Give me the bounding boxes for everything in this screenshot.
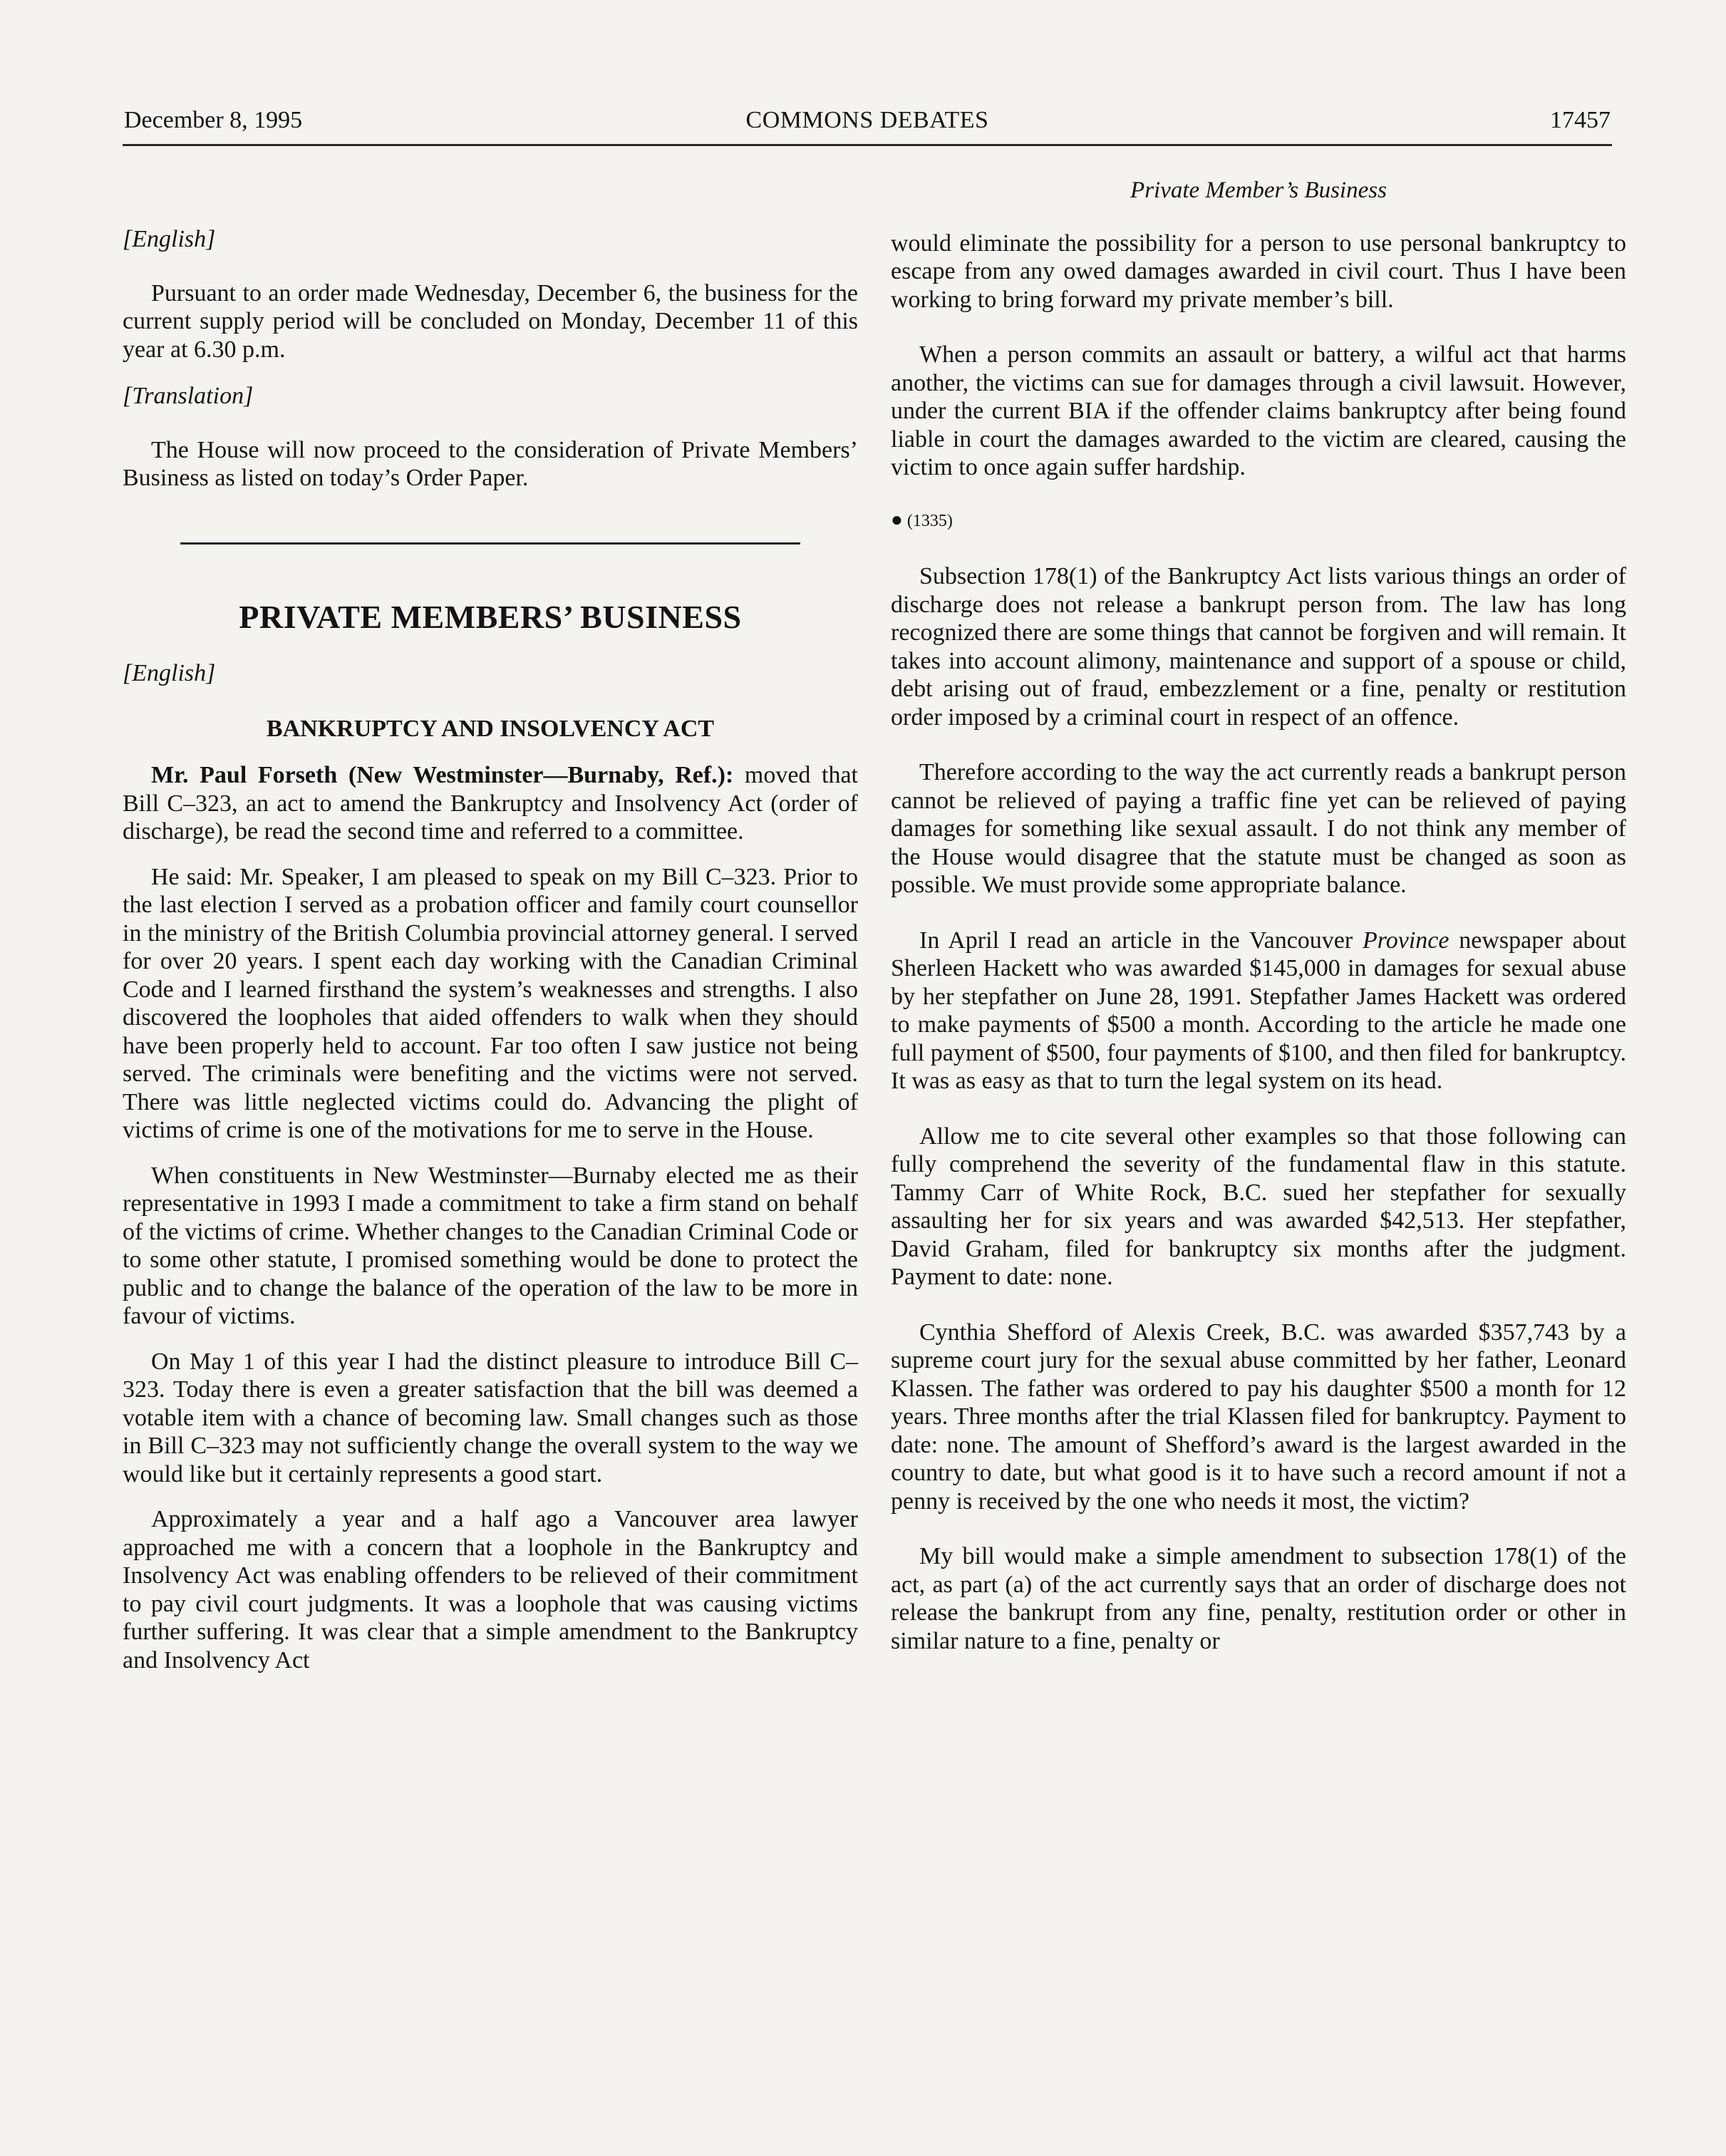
motion-text: moved that Bill C–323, an act to amend the Bankruptcy and Insolvency Act (order of discharge), be read the second time and referred to a committee. [123,762,858,845]
paragraph-therefore: Therefore according to the way the act currently reads a bankrupt person cannot be relieved of paying a traffic fine yet can be relieved of paying damages for something like sexual assault. I do not think any member of the House would disagree that the statute must be changed as soon as possible. We must provide some appropriate balance. [891,759,1626,898]
newspaper-title: Province [1363,927,1449,954]
section-title: PRIVATE MEMBERS’ BUSINESS [239,598,742,635]
paragraph-order: Pursuant to an order made Wednesday, December 6, the business for the current supply period will be concluded on Monday, December 11 of this year at 6.30 p.m. [123,279,858,363]
paragraph-assault: When a person commits an assault or battery, a wilful act that harms another, the victims can sue for damages through a civil lawsuit. However, under the current BIA if the offender claims bankruptcy after being found liable in court the damages awarded to the victim are cleared, causing the victim to once again suffer hardship. [891,341,1626,480]
language-tag [123,382,858,411]
language-tag-translation: [Translation] [123,383,254,409]
right-column [891,177,1626,1655]
paragraph-may: On May 1 of this year I had the distinct pleasure to introduce Bill C–323. Today there is even a greater satisfaction that the bill was deemed a votable item with a chance of becoming law. Small changes such as those in Bill C–323 may not sufficiently change the overall system to the way we would like but it certainly represents a good start. [123,1348,858,1487]
april-text-start: In April I read an article in the Vancouver [919,927,1363,954]
bullet-icon: ● [891,508,903,531]
left-column [123,177,858,1674]
page-header [123,107,1612,146]
paragraph-lawyer: Approximately a year and a half ago a Vancouver area lawyer approached me with a concern that a loophole in the Bankruptcy and Insolvency Act was enabling offenders to be relieved of their commitment to pay civil court judgments. It was a loophole that was causing victims further suffering. It was clear that a simple amendment to the Bankruptcy and Insolvency Act [123,1506,858,1673]
paragraph-continue: would eliminate the possibility for a person to use personal bankruptcy to escape from any owed damages awarded in civil court. Thus I have been working to bring forward my private member’s bill. [891,229,1626,313]
paragraph-allow: Allow me to cite several other examples so that those following can fully comprehend the severity of the fundamental flaw in this statute. Tammy Carr of White Rock, B.C. sued her stepfather for sexually assaulting her for six years and was awarded $42,513. Her stepfather, David Graham, filed for bankruptcy six months after the judgment. Payment to date: none. [891,1123,1626,1290]
paragraph-bill: My bill would make a simple amendment to subsection 178(1) of the act, as part (a) of the act currently says that an order of discharge does not release the bankrupt from any fine, penalty, restitution order or other in similar nature to a fine, penalty or [891,1543,1626,1654]
header-page-number: 17457 [1550,107,1611,133]
paragraph-april [891,927,1626,1095]
time-marker-text: (1335) [906,511,953,530]
language-tag [123,225,858,254]
paragraph-subsection: Subsection 178(1) of the Bankruptcy Act lists various things an order of discharge does not release a bankrupt person from. The law has long recognized there are some things that cannot be forgiven and will remain. It takes into account alimony, maintenance and support of a spouse or child, debt arising out of fraud, embezzlement or a fine, penalty or restitution order imposed by a criminal court in respect of an offence. [891,563,1626,731]
paragraph-he-said: He said: Mr. Speaker, I am pleased to speak on my Bill C–323. Prior to the last election I served as a probation officer and family court counsellor in the ministry of the British Columbia provincial attorney general. I served for over 20 years. I spent each day working with the Canadian Criminal Code and I learned firsthand the system’s weaknesses and strengths. I also discovered the loopholes that aided offenders to walk when they should have been properly held to account. Far too often I saw justice not being served. The criminals were benefiting and the victims were not served. There was little neglected victims could do. Advancing the plight of victims of crime is one of the motivations for me to serve in the House. [123,863,858,1143]
section-divider [180,542,800,545]
speaker-name: Mr. Paul Forseth (New Westminster—Burnaby, Ref.): [151,762,734,788]
language-tag-english: [English] [123,226,216,252]
language-tag [123,659,858,688]
paragraph-house: The House will now proceed to the consideration of Private Members’ Business as listed on today’s Order Paper. [123,436,858,491]
time-marker [891,506,1626,536]
language-tag-english-2: [English] [123,660,216,686]
april-text-end: newspaper about Sherleen Hackett who was awarded $145,000 in damages for sexual abuse by her stepfather on June 28, 1991. Stepfather James Hackett was ordered to make payments of $500 a month. According to the article he made one full payment of $500, four payments of $100, and then filed for bankruptcy. It was as easy as that to turn the legal system on its head. [891,927,1626,1094]
paragraph-cynthia: Cynthia Shefford of Alexis Creek, B.C. was awarded $357,743 by a supreme court jury for the sexual abuse committed by her father, Leonard Klassen. The father was ordered to pay his daughter $500 a month for 12 years. Three months after the trial Klassen filed for bankruptcy. Payment to date: none. The amount of Shefford’s award is the largest awarded in the country to date, but what good is it to have such a record amount if not a penny is received by the one who needs it most, the victim? [891,1319,1626,1515]
running-head: Private Member’s Business [1130,177,1387,203]
paragraph-motion [123,761,858,846]
header-date: December 8, 1995 [124,107,303,133]
header-publication: COMMONS DEBATES [745,107,989,133]
bill-subtitle: BANKRUPTCY AND INSOLVENCY ACT [266,715,715,742]
paragraph-constituents: When constituents in New Westminster—Burnaby elected me as their representative in 1993 I made a commitment to take a firm stand on behalf of the victims of crime. Whether changes to the Canadian Criminal Code or to some other statute, I promised something would be done to protect the public and to change the balance of the operation of the law to be more in favour of victims. [123,1162,858,1329]
